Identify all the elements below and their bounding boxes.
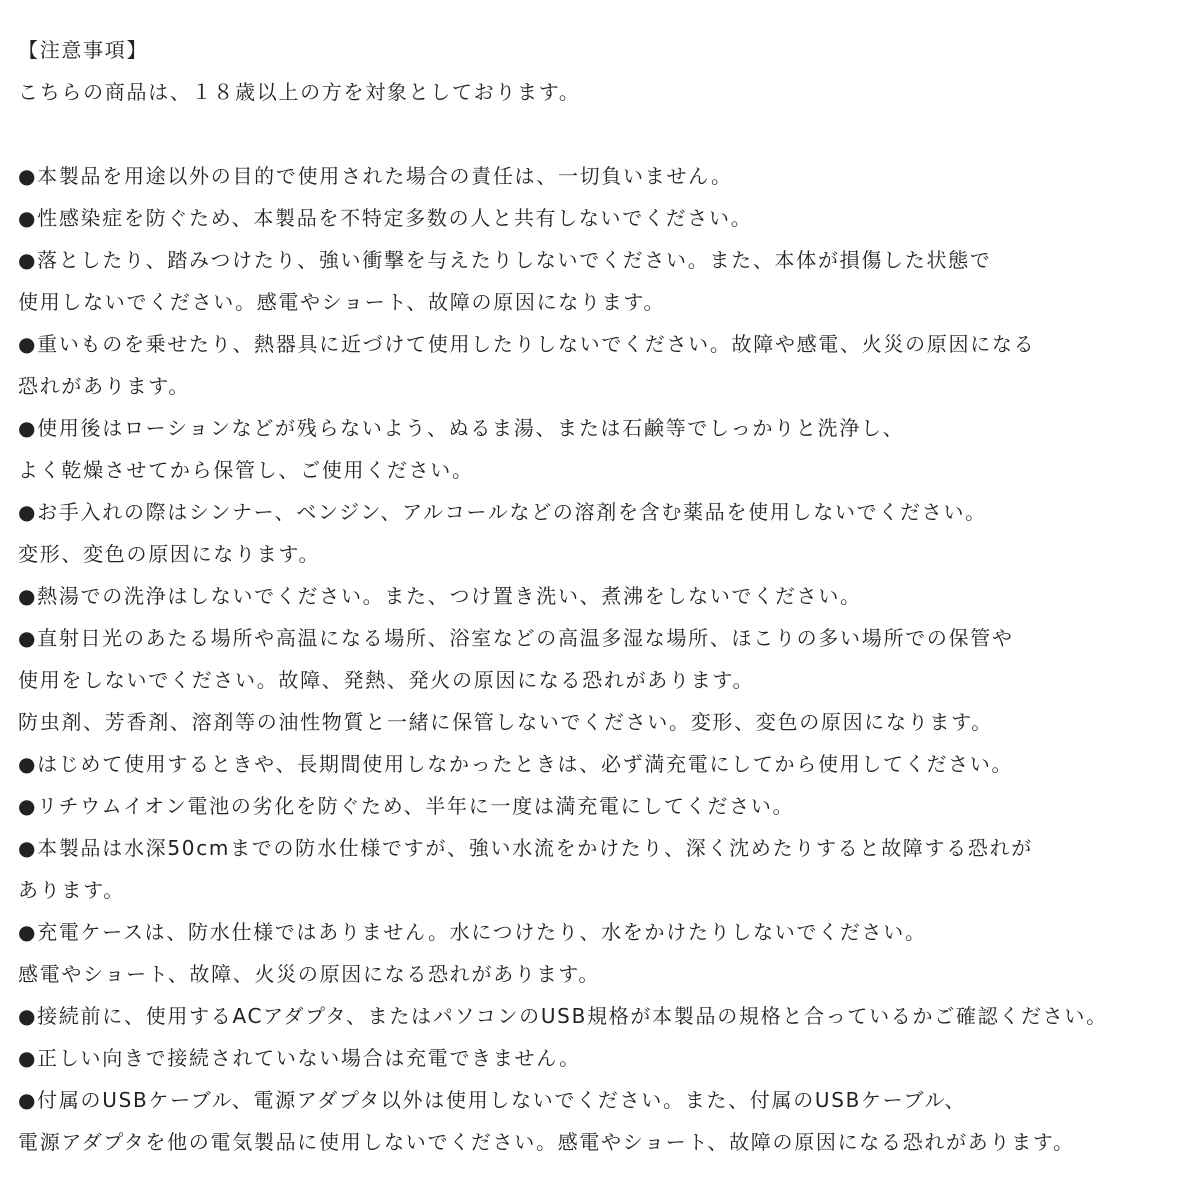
notice-line: ●重いものを乗せたり、熱器具に近づけて使用したりしないでください。故障や感電、火災の原因になる [18, 332, 1036, 356]
notice-line: ●性感染症を防ぐため、本製品を不特定多数の人と共有しないでください。 [18, 206, 753, 230]
spacer [18, 113, 1198, 155]
notice-line: 電源アダプタを他の電気製品に使用しないでください。感電やショート、故障の原因になる恐れがあります。 [18, 1130, 1075, 1154]
notice-line: ●本製品を用途以外の目的で使用された場合の責任は、一切負いません。 [18, 164, 733, 188]
notice-line: ●正しい向きで接続されていない場合は充電できません。 [18, 1046, 581, 1070]
notice-line: ●使用後はローションなどが残らないよう、ぬるま湯、または石鹸等でしっかりと洗浄し、 [18, 416, 905, 440]
notice-heading: 【注意事項】 [18, 38, 149, 62]
notice-line: ●落としたり、踏みつけたり、強い衝撃を与えたりしないでください。また、本体が損傷した状態で [18, 248, 992, 272]
notice-line: ●直射日光のあたる場所や高温になる場所、浴室などの高温多湿な場所、ほこりの多い場所での保管や [18, 626, 1014, 650]
notice-line: あります。 [18, 878, 125, 902]
notice-intro: こちらの商品は、１８歳以上の方を対象としております。 [18, 80, 581, 104]
notice-line: 感電やショート、故障、火災の原因になる恐れがあります。 [18, 962, 601, 986]
notice-line: ●お手入れの際はシンナー、ベンジン、アルコールなどの溶剤を含む薬品を使用しないでください。 [18, 500, 987, 524]
notice-line: ●接続前に、使用するACアダプタ、またはパソコンのUSB規格が本製品の規格と合っているかご確認ください。 [18, 1004, 1108, 1028]
notice-line: ●リチウムイオン電池の劣化を防ぐため、半年に一度は満充電にしてください。 [18, 794, 795, 818]
notice-line: よく乾燥させてから保管し、ご使用ください。 [18, 458, 474, 482]
notice-line: ●充電ケースは、防水仕様ではありません。水につけたり、水をかけたりしないでください。 [18, 920, 927, 944]
notice-line: ●はじめて使用するときや、長期間使用しなかったときは、必ず満充電にしてから使用してください。 [18, 752, 1014, 776]
notice-document [18, 29, 1198, 1163]
notice-line: ●付属のUSBケーブル、電源アダプタ以外は使用しないでください。また、付属のUSBケーブル、 [18, 1088, 967, 1112]
notice-line: 恐れがあります。 [18, 374, 190, 398]
notice-line: ●熱湯での洗浄はしないでください。また、つけ置き洗い、煮沸をしないでください。 [18, 584, 862, 608]
notice-line: 変形、変色の原因になります。 [18, 542, 321, 566]
notice-line: 防虫剤、芳香剤、溶剤等の油性物質と一緒に保管しないでください。変形、変色の原因になります。 [18, 710, 993, 734]
notice-line: 使用しないでください。感電やショート、故障の原因になります。 [18, 290, 666, 314]
notice-line: 使用をしないでください。故障、発熱、発火の原因になる恐れがあります。 [18, 668, 755, 692]
notice-line: ●本製品は水深50cmまでの防水仕様ですが、強い水流をかけたり、深く沈めたりすると故障する恐れが [18, 836, 1033, 860]
